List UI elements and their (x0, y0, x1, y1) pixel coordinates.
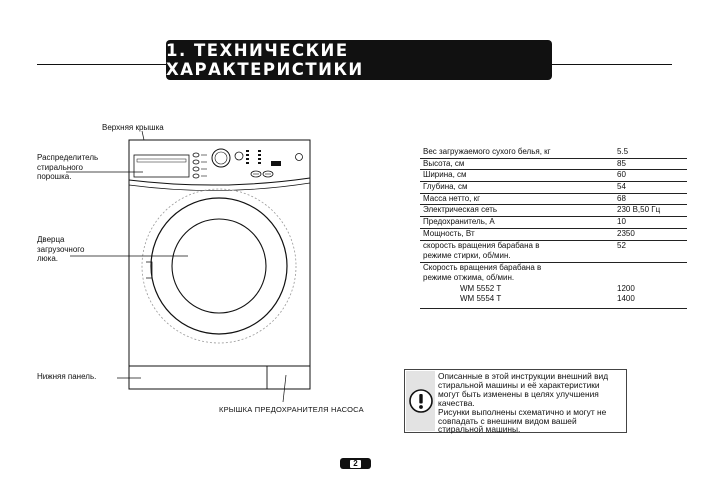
spec-value: 230 В,50 Гц (612, 205, 687, 217)
spec-name (420, 262, 612, 284)
digital-display (271, 161, 281, 166)
spec-row (420, 262, 687, 284)
spec-row (420, 182, 687, 194)
label-top-lid: Верхняя крышка (102, 123, 164, 132)
spec-name-line: режиме отжима, об/мин. (423, 272, 515, 282)
spec-row (420, 217, 687, 229)
drawer-handle (137, 159, 186, 162)
note-line: могут быть изменены в целях улучшения (438, 388, 599, 399)
control-panel-shadow-edge (129, 183, 310, 191)
spec-model: WM 5552 T (460, 283, 502, 293)
note-box (404, 369, 627, 433)
spec-row (420, 158, 687, 170)
spec-value: 2350 (612, 228, 687, 240)
spec-value: 60 (612, 170, 687, 182)
spec-name-line: Скорость вращения барабана в (423, 262, 542, 272)
spec-value: 85 (612, 158, 687, 170)
option-buttons (251, 171, 273, 177)
spec-model: WM 5554 T (420, 294, 612, 309)
spec-value: 52 (612, 240, 687, 262)
spec-name: Электрическая сеть (420, 205, 612, 217)
label-line: Дверца (37, 235, 65, 244)
program-knob (212, 149, 230, 167)
page-number: 2 (350, 460, 360, 468)
door-glass (172, 219, 266, 313)
spec-row (420, 147, 687, 158)
spec-name: Глубина, см (420, 182, 612, 194)
label-bottom-panel: Нижняя панель. (37, 372, 97, 381)
note-line: Рисунки выполнены схематично и могут не (438, 406, 607, 417)
label-line: загрузочного (37, 244, 85, 254)
spec-name: Масса нетто, кг (420, 193, 612, 205)
spec-name: Вес загружаемого сухого белья, кг (420, 147, 612, 158)
spec-name-line: скорость вращения барабана в (423, 240, 540, 250)
label-door (37, 235, 84, 264)
note-icon-area (406, 371, 435, 431)
spec-name (420, 240, 612, 262)
spec-value: 1400 (612, 294, 687, 309)
note-line: Описанные в этой инструкции внешний вид (438, 371, 609, 381)
door-outer-ring (142, 189, 296, 343)
label-dispenser (37, 153, 98, 182)
spec-row (420, 294, 687, 309)
spec-name: Мощность, Вт (420, 228, 612, 240)
spec-name: Ширина, см (420, 170, 612, 182)
spec-name: Предохранитель, А (420, 217, 612, 229)
spec-row (420, 228, 687, 240)
note-line: стиральной машины. (438, 424, 521, 435)
label-pump-filter-cover: КРЫШКА ПРЕДОХРАНИТЕЛЯ НАСОСА (219, 405, 364, 414)
spec-row (420, 240, 687, 262)
note-line: стиральной машины и её характеристики (438, 379, 600, 390)
spec-row (420, 284, 687, 295)
spec-name-line: режиме стирки, об/мин. (423, 250, 511, 260)
label-line: люка. (37, 254, 59, 263)
label-line: Распределитель (37, 153, 99, 162)
door-rim (151, 198, 287, 334)
control-panel-bottom-edge (129, 178, 310, 185)
spec-row (420, 193, 687, 205)
indicator-lights (246, 150, 261, 164)
specifications-table (420, 147, 687, 309)
spec-value: 68 (612, 193, 687, 205)
note-text (438, 372, 626, 434)
page-title: 1. ТЕХНИЧЕСКИЕ ХАРАКТЕРИСТИКИ (166, 40, 552, 80)
spec-row (420, 205, 687, 217)
spec-value: 5.5 (612, 147, 687, 158)
page-number-badge (340, 458, 371, 469)
spec-name: Высота, см (420, 158, 612, 170)
note-line: качества. (438, 397, 475, 408)
spec-row (420, 170, 687, 182)
spec-value: 54 (612, 182, 687, 194)
power-button (296, 154, 303, 161)
label-line: порошка. (37, 172, 72, 181)
note-line: совпадать с внешним видом вашей (438, 415, 577, 426)
spec-value: 10 (612, 217, 687, 229)
spec-value: 1200 (617, 283, 635, 293)
label-line: стирального (37, 162, 83, 172)
program-buttons (193, 153, 207, 178)
spec-value (612, 262, 687, 284)
detergent-drawer (134, 155, 189, 177)
exclamation-icon (409, 389, 433, 413)
